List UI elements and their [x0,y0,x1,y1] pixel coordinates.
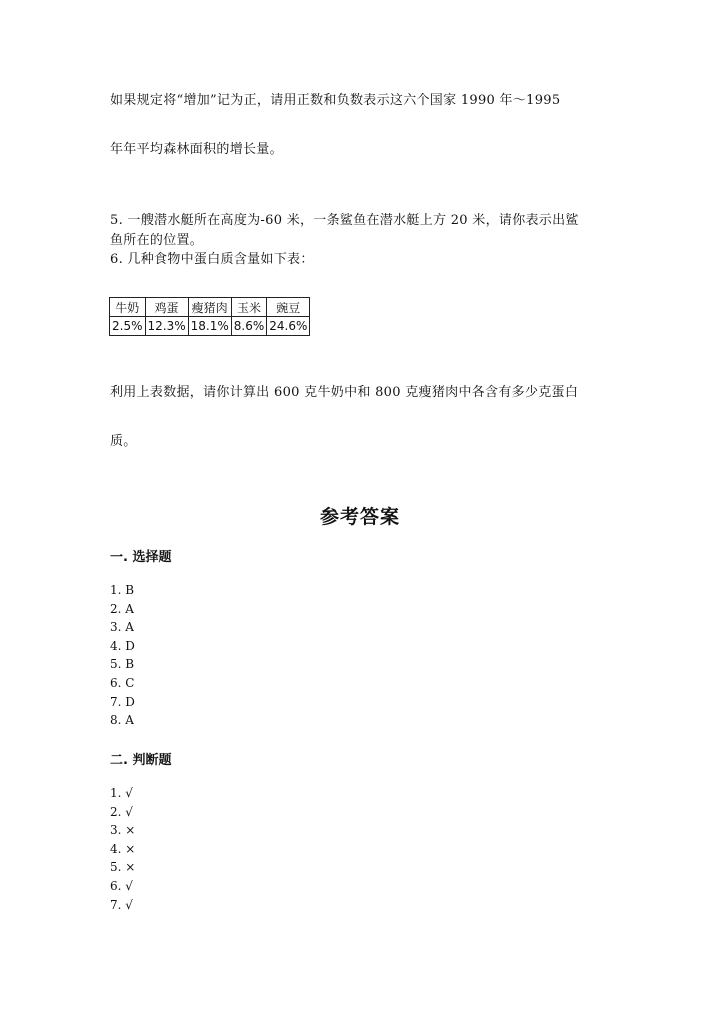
food-name-cell: 牛奶 [110,298,146,317]
answer-item: 1. B [110,583,135,597]
section-heading-judgment: 二. 判断题 [110,753,172,768]
answer-item: 2. A [110,601,134,616]
food-name-cell: 瘦猪肉 [188,298,231,317]
protein-value-cell: 12.3% [145,317,188,336]
protein-table [109,297,310,336]
answer-item: 7. D [110,694,135,709]
choice-answer-list [110,581,135,730]
answer-item: 3. × [110,823,136,838]
protein-table-header-row [110,298,310,317]
q4-line-2: 年年平均森林面积的增长量。 [110,142,283,157]
answer-item: 2. √ [110,804,133,819]
food-name-cell: 玉米 [231,298,267,317]
q4-line-1: 如果规定将“增加”记为正，请用正数和负数表示这六个国家 1990 年～1995 [110,93,561,108]
answer-item: 7. √ [110,897,133,912]
answer-item: 8. A [110,713,134,728]
answer-item: 4. D [110,638,135,653]
answer-item: 6. C [110,675,135,690]
answer-title: 参考答案 [319,506,400,528]
answer-item: 5. B [110,657,135,672]
protein-value-cell: 18.1% [188,317,231,336]
q6-line-1: 利用上表数据，请你计算出 600 克牛奶中和 800 克瘦猪肉中各含有多少克蛋白 [110,385,579,400]
q6-line-2: 质。 [110,434,137,449]
protein-value-cell: 2.5% [110,317,146,336]
food-name-cell: 豌豆 [267,298,310,317]
food-name-cell: 鸡蛋 [145,298,188,317]
protein-table-value-row [110,317,310,336]
q5-line-2: 鱼所在的位置。 [110,233,204,248]
protein-value-cell: 8.6% [231,317,267,336]
protein-value-cell: 24.6% [267,317,310,336]
answer-item: 3. A [110,620,134,635]
section-heading-choice: 一. 选择题 [110,550,172,565]
q5-line-1: 5. 一艘潜水艇所在高度为-60 米，一条鲨鱼在潜水艇上方 20 米，请你表示出鲨 [110,213,579,228]
q6-intro: 6. 几种食物中蛋白质含量如下表： [110,252,314,267]
answer-item: 1. √ [110,786,133,800]
judgment-answer-list [110,784,135,914]
answer-item: 4. × [110,841,136,856]
answer-item: 6. √ [110,878,133,893]
answer-item: 5. × [110,860,136,875]
